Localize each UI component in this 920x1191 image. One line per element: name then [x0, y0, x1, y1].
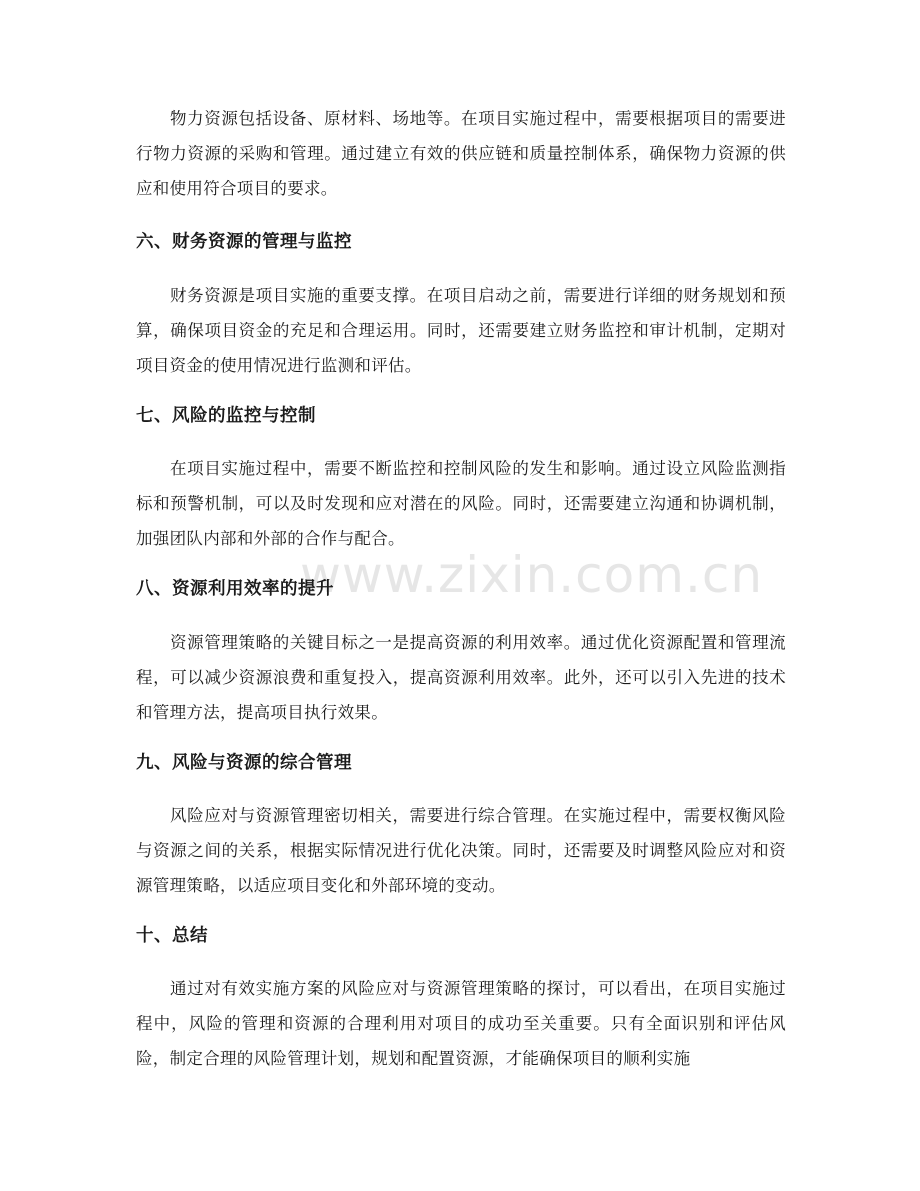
paragraph-text: 风险应对与资源管理密切相关，需要进行综合管理。在实施过程中，需要权衡风险与资源之间的关系，根据实际情况进行优化决策。同时，还需要及时调整风险应对和资源管理策略，以适应项目变化和外部环境的变动。 [136, 806, 786, 895]
section-heading-10 [136, 923, 786, 949]
section-heading-7 [136, 403, 786, 429]
paragraph-financial-resources [136, 278, 786, 383]
paragraph-text: 在项目实施过程中，需要不断监控和控制风险的发生和影响。通过设立风险监测指标和预警机制，可以及时发现和应对潜在的风险。同时，还需要建立沟通和协调机制，加强团队内部和外部的合作与配合。 [136, 459, 786, 548]
section-heading: 七、风险的监控与控制 [136, 406, 316, 426]
watermark: www.zixin.com.cn [300, 546, 764, 604]
section-heading-6 [136, 229, 786, 255]
section-heading: 六、财务资源的管理与监控 [136, 232, 352, 252]
paragraph-text: 资源管理策略的关键目标之一是提高资源的利用效率。通过优化资源配置和管理流程，可以减少资源浪费和重复投入，提高资源利用效率。此外，还可以引入先进的技术和管理方法，提高项目执行效果。 [136, 633, 786, 722]
section-heading-8 [136, 576, 786, 602]
paragraph-text: 通过对有效实施方案的风险应对与资源管理策略的探讨，可以看出，在项目实施过程中，风险的管理和资源的合理利用对项目的成功至关重要。只有全面识别和评估风险，制定合理的风险管理计划，规划和配置资源，才能确保项目的顺利实施 [136, 979, 786, 1068]
paragraph-text: 物力资源包括设备、原材料、场地等。在项目实施过程中，需要根据项目的需要进行物力资源的采购和管理。通过建立有效的供应链和质量控制体系，确保物力资源的供应和使用符合项目的要求。 [136, 109, 786, 198]
section-heading: 九、风险与资源的综合管理 [136, 753, 352, 773]
section-heading: 八、资源利用效率的提升 [136, 579, 334, 599]
paragraph-summary [136, 971, 786, 1076]
paragraph-text: 财务资源是项目实施的重要支撑。在项目启动之前，需要进行详细的财务规划和预算，确保项目资金的充足和合理运用。同时，还需要建立财务监控和审计机制，定期对项目资金的使用情况进行监测和评估。 [136, 286, 786, 375]
paragraph-integrated-management [136, 798, 786, 903]
section-heading: 十、总结 [136, 926, 208, 946]
paragraph-physical-resources [136, 101, 786, 206]
paragraph-resource-efficiency [136, 625, 786, 730]
section-heading-9 [136, 750, 786, 776]
paragraph-risk-monitoring [136, 451, 786, 556]
